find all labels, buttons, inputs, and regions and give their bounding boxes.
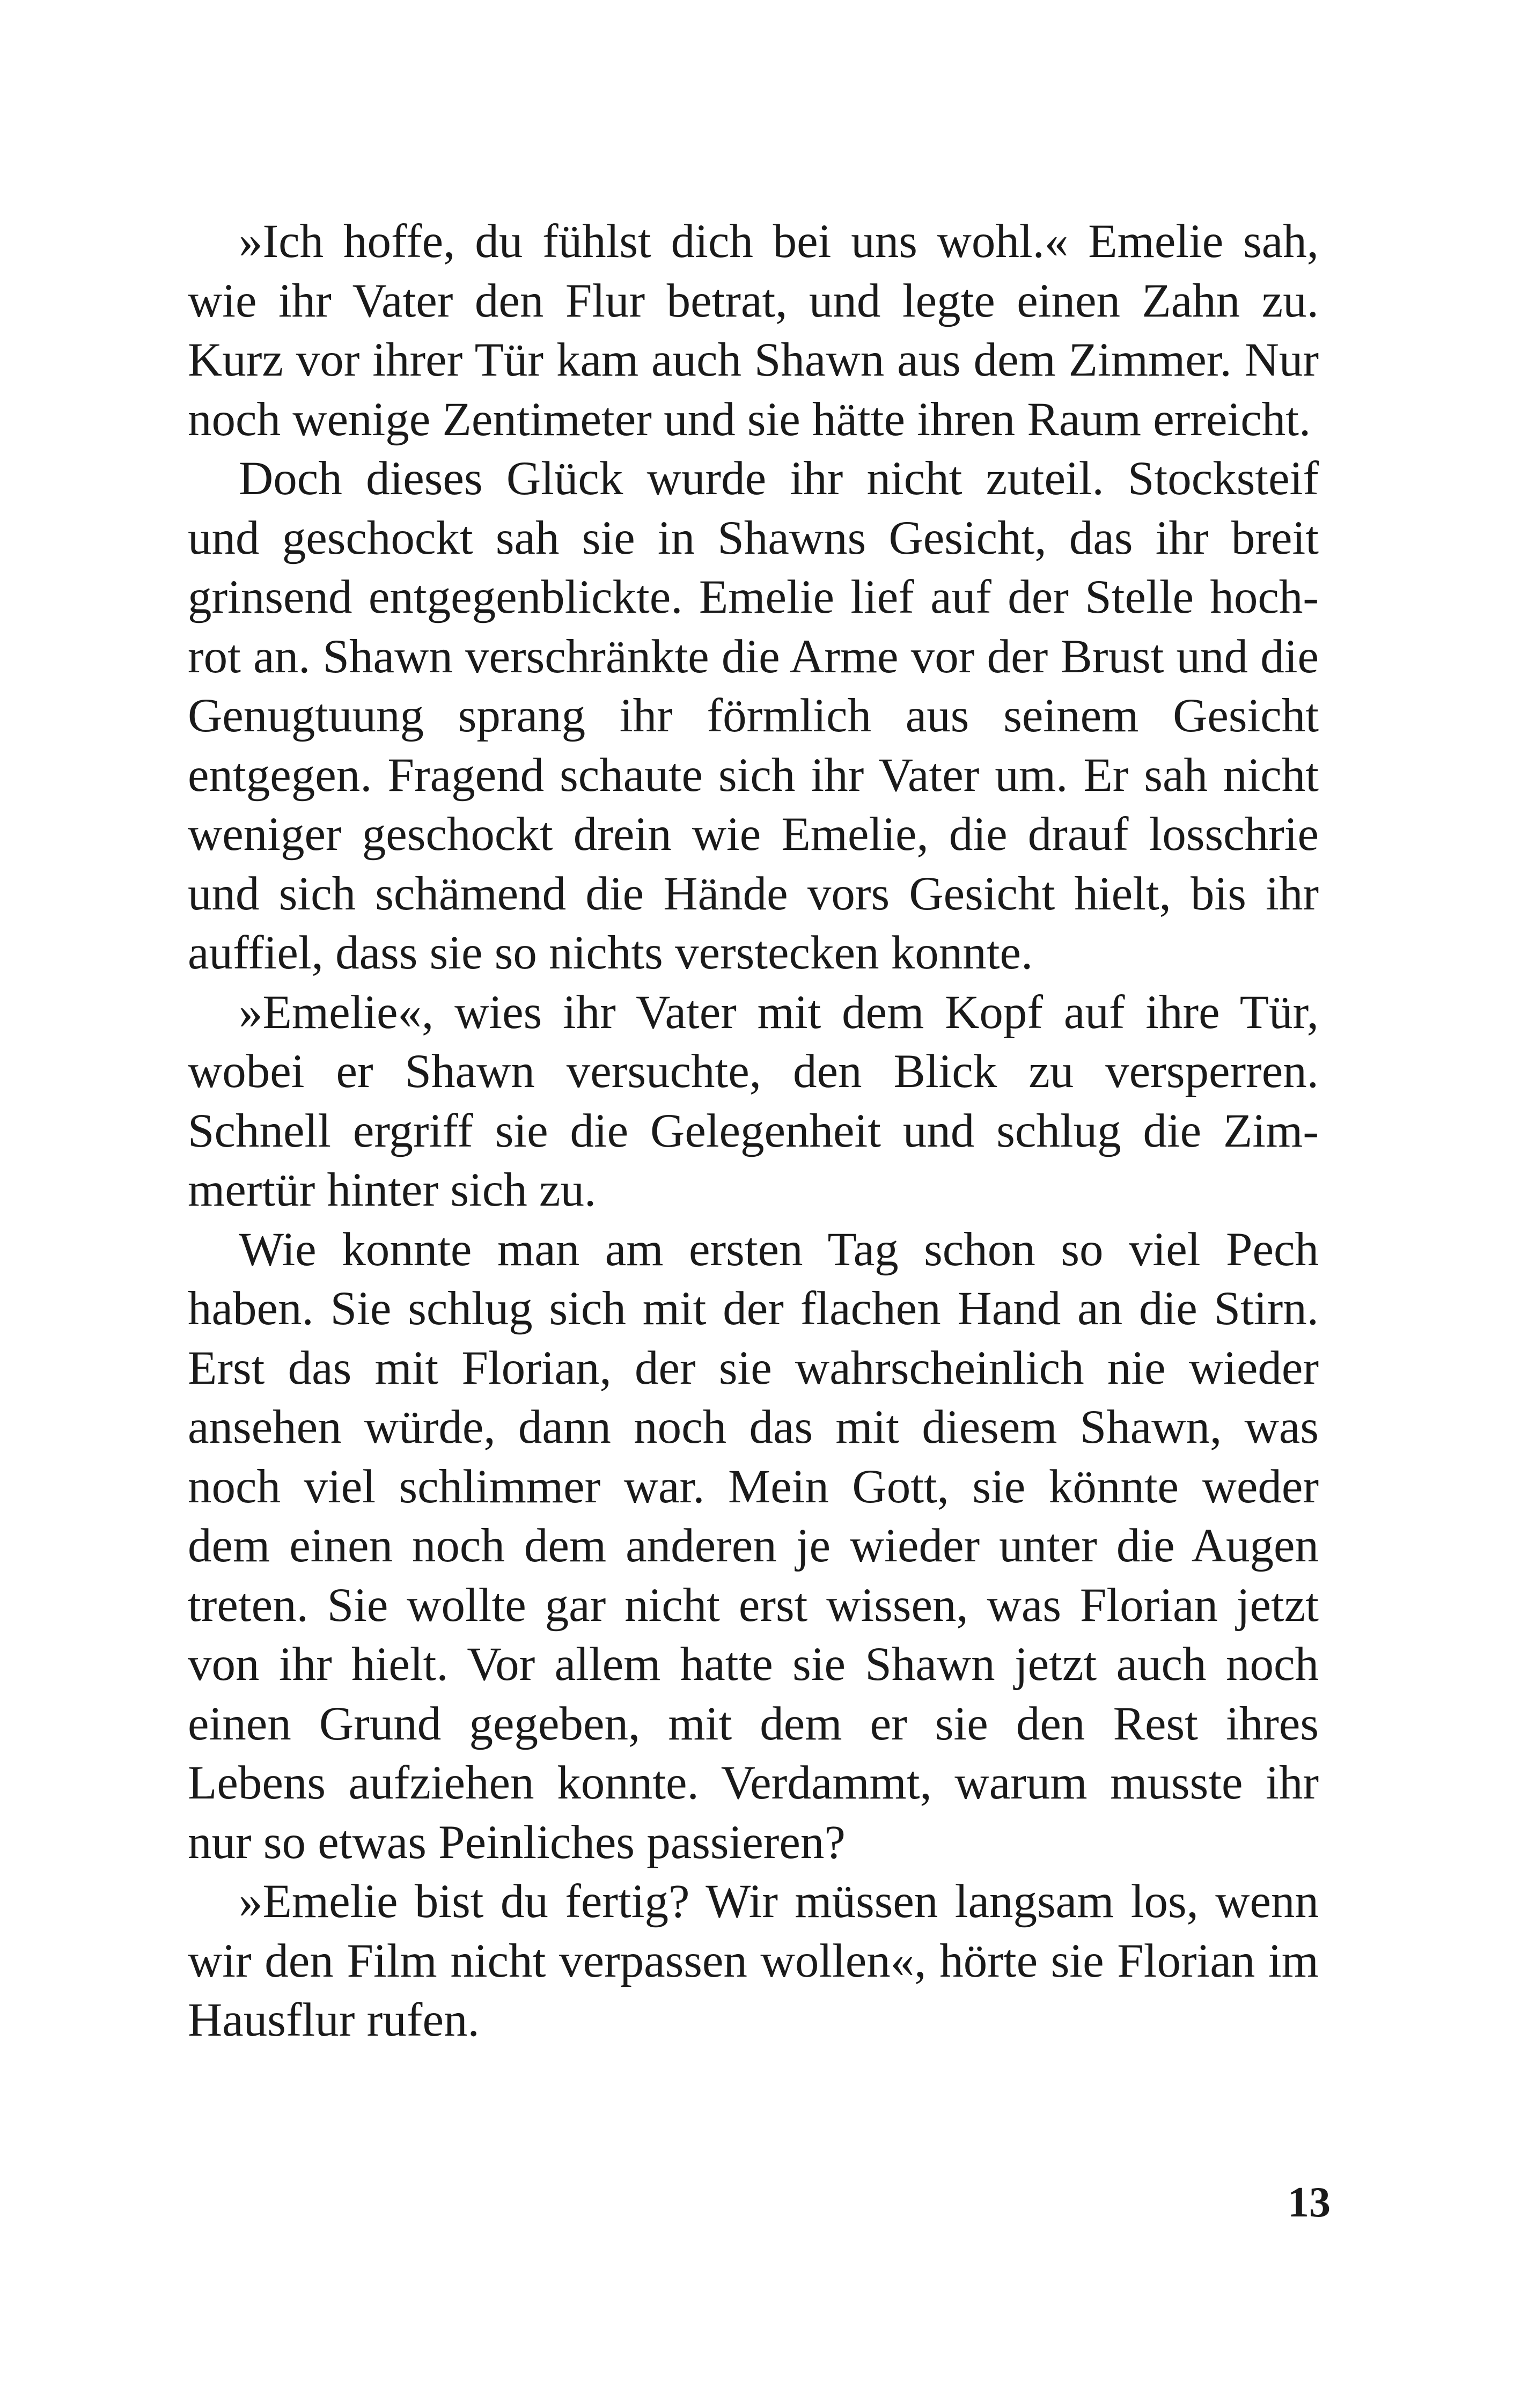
paragraph-2: Doch dieses Glück wurde ihr nicht zuteil. Stocksteif und geschockt sah sie in Shawns Gesicht, das ihr breit grinsend entgegenblickte. Emelie lief auf der Stelle hochrot an. Shawn verschränkte die Arme vor der Brust und die Genugtuung sprang ihr förmlich aus seinem Gesicht entgegen. Fragend schaute sich ihr Vater um. Er sah nicht weniger geschockt drein wie Emelie, die drauf losschrie und sich schämend die Hände vors Gesicht hielt, bis ihr auffiel, dass sie so nichts verstecken konnte. [188,452,1319,979]
body-text [188,212,1319,2050]
paragraph-1: »Ich hoffe, du fühlst dich bei uns wohl.« Emelie sah, wie ihr Vater den Flur betrat, und legte einen Zahn zu. Kurz vor ihrer Tür kam auch Shawn aus dem Zimmer. Nur noch wenige Zentimeter und sie hätte ihren Raum erreicht. [188,215,1319,446]
paragraph-3: »Emelie«, wies ihr Vater mit dem Kopf auf ihre Tür, wobei er Shawn versuchte, den Blick zu versperren. Schnell ergriff sie die Gelegenheit und schlug die Zimmertür hinter sich zu. [188,986,1319,1216]
page-number: 13 [1288,2179,1331,2226]
paragraph-4: Wie konnte man am ersten Tag schon so viel Pech haben. Sie schlug sich mit der flachen Hand an die Stirn. Erst das mit Florian, der sie wahrscheinlich nie wieder ansehen würde, dann noch das mit diesem Shawn, was noch viel schlimmer war. Mein Gott, sie könnte weder dem einen noch dem anderen je wieder unter die Augen treten. Sie wollte gar nicht erst wissen, was Florian jetzt von ihr hielt. Vor allem hatte sie Shawn jetzt auch noch einen Grund gegeben, mit dem er sie den Rest ihres Lebens aufziehen konnte. Verdammt, warum musste ihr nur so etwas Peinliches passieren? [188,1223,1319,1869]
paragraph-5: »Emelie bist du fertig? Wir müssen langsam los, wenn wir den Film nicht verpassen wollen«, hörte sie Florian im Hausflur rufen. [188,1875,1319,2046]
